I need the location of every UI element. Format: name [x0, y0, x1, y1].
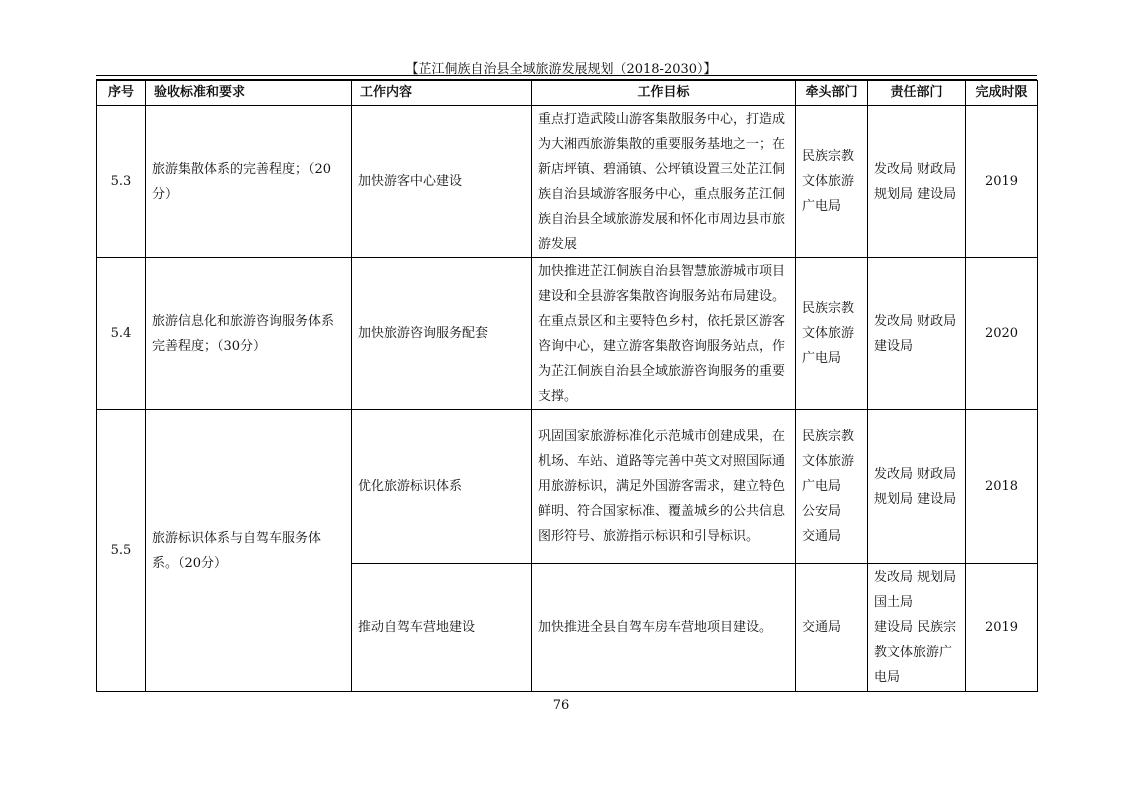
lead-dept-cell: 民族宗教文体旅游广电局	[796, 106, 868, 258]
row-number: 5.5	[97, 410, 146, 692]
col-header-num: 序号	[97, 81, 146, 106]
responsible-dept-cell: 发改局 财政局 建设局	[868, 258, 966, 410]
header-rule-thick	[96, 75, 1037, 76]
lead-dept-cell: 民族宗教文体旅游广电局	[796, 258, 868, 410]
responsible-dept-cell: 发改局 财政局 规划局 建设局	[868, 410, 966, 564]
standard-cell: 旅游信息化和旅游咨询服务体系完善程度；（30分）	[146, 258, 352, 410]
acceptance-table	[96, 80, 1038, 692]
col-header-work: 工作内容	[352, 81, 532, 106]
table-row	[97, 410, 1038, 564]
work-cell: 优化旅游标识体系	[352, 410, 532, 564]
table-header-row	[97, 81, 1038, 106]
col-header-target: 工作目标	[532, 81, 796, 106]
work-cell: 加快旅游咨询服务配套	[352, 258, 532, 410]
page-number: 76	[552, 698, 570, 713]
table-row	[97, 106, 1038, 258]
responsible-dept-cell: 发改局 规划局 国土局 建设局 民族宗教文体旅游广电局	[868, 564, 966, 692]
work-cell: 推动自驾车营地建设	[352, 564, 532, 692]
deadline-cell: 2019	[966, 106, 1038, 258]
deadline-cell: 2018	[966, 410, 1038, 564]
col-header-deadline: 完成时限	[966, 81, 1038, 106]
standard-cell: 旅游集散体系的完善程度；（20分）	[146, 106, 352, 258]
col-header-responsible: 责任部门	[868, 81, 966, 106]
col-header-lead: 牵头部门	[796, 81, 868, 106]
target-cell: 巩固国家旅游标准化示范城市创建成果，在机场、车站、道路等完善中英文对照国际通用旅游标识，满足外国游客需求，建立特色鲜明、符合国家标准、覆盖城乡的公共信息图形符号、旅游指示标识和引导标识。	[532, 410, 796, 564]
row-number: 5.4	[97, 258, 146, 410]
col-header-standard: 验收标准和要求	[146, 81, 352, 106]
target-cell: 加快推进全县自驾车房车营地项目建设。	[532, 564, 796, 692]
table-row	[97, 258, 1038, 410]
document-header: 【芷江侗族自治县全域旅游发展规划（2018-2030）】	[405, 62, 717, 77]
row-number: 5.3	[97, 106, 146, 258]
lead-dept-cell: 交通局	[796, 564, 868, 692]
work-cell: 加快游客中心建设	[352, 106, 532, 258]
standard-cell: 旅游标识体系与自驾车服务体系。（20分）	[146, 410, 352, 692]
responsible-dept-cell: 发改局 财政局 规划局 建设局	[868, 106, 966, 258]
target-cell: 重点打造武陵山游客集散服务中心，打造成为大湘西旅游集散的重要服务基地之一；在新店坪镇、碧涌镇、公坪镇设置三处芷江侗族自治县域游客服务中心，重点服务芷江侗族自治县全域旅游发展和怀化市周边县市旅游发展	[532, 106, 796, 258]
lead-dept-cell: 民族宗教文体旅游广电局 公安局 交通局	[796, 410, 868, 564]
target-cell: 加快推进芷江侗族自治县智慧旅游城市项目建设和全县游客集散咨询服务站布局建设。在重点景区和主要特色乡村，依托景区游客咨询中心，建立游客集散咨询服务站点，作为芷江侗族自治县全域旅游咨询服务的重要支撑。	[532, 258, 796, 410]
deadline-cell: 2019	[966, 564, 1038, 692]
deadline-cell: 2020	[966, 258, 1038, 410]
